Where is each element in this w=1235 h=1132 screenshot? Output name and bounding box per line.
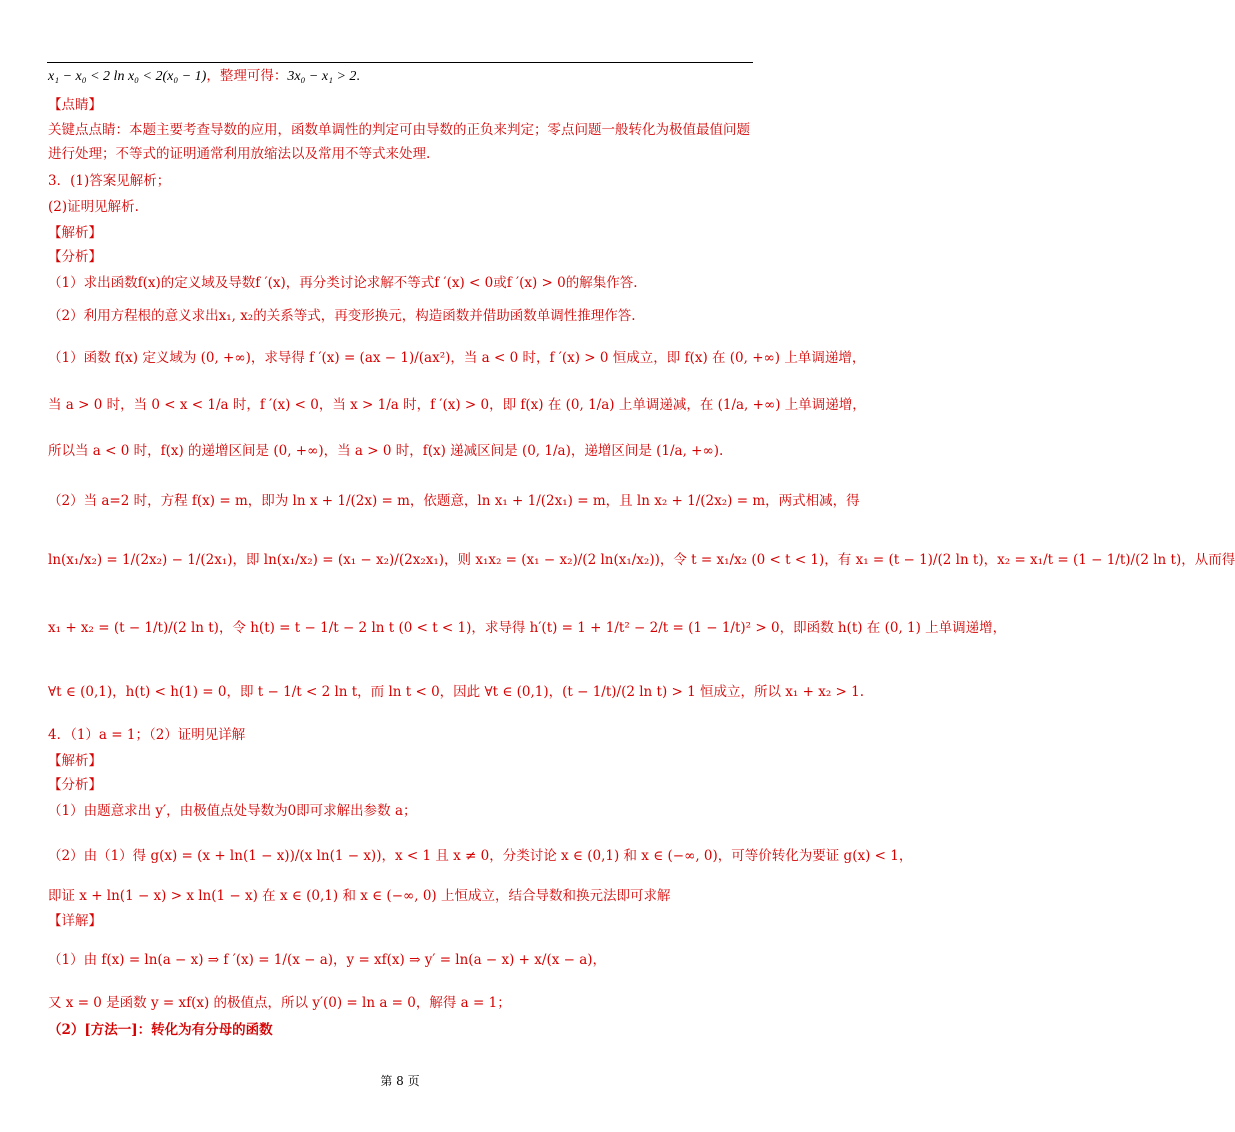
inequality-chain: x₁ − x₀ < 2 ln x₀ < 2(x₀ − 1) (48, 69, 207, 84)
line-conclusion: x₁ − x₀ < 2 ln x₀ < 2(x₀ − 1)，整理可得：3x₀ − x₁ > 2. (48, 68, 360, 84)
analysis-1: （1）求出函数f(x)的定义域及导数f ′(x)，再分类讨论求解不等式f ′(x) < 0或f ′(x) > 0的解集作答. (48, 275, 638, 291)
solution-2c: x₁ + x₂ = (t − 1/t)/(2 ln t)，令 h(t) = t − 1/t − 2 ln t (0 < t < 1)，求导得 h′(t) = 1 + 1/t² − 2/t = (1 − 1/t)² > 0，即函数 h(t) 在 (0, 1) 上单调递增， (48, 620, 1007, 636)
fenxi-heading: 【分析】 (48, 249, 102, 265)
detail-2: 又 x = 0 是函数 y = xf(x) 的极值点，所以 y′(0) = ln a = 0，解得 a = 1； (48, 995, 511, 1011)
top-rule (47, 62, 753, 63)
q4-answer: 4．（1）a = 1；（2）证明见详解 (48, 727, 246, 743)
solution-1a: （1）函数 f(x) 定义域为 (0, +∞)，求导得 f ′(x) = (ax − 1)/(ax²)，当 a < 0 时，f ′(x) > 0 恒成立，即 f(x) 在 (0, +∞) 上单调递增， (48, 350, 866, 366)
page-footer: 第 8 页 (380, 1074, 420, 1088)
solution-2b: ln(x₁/x₂) = 1/(2x₂) − 1/(2x₁)，即 ln(x₁/x₂) = (x₁ − x₂)/(2x₂x₁)，则 x₁x₂ = (x₁ − x₂)/(2 ln(x₁/x₂))，令 t = x₁/x₂ (0 < t < 1)，有 x₁ = (t − 1)/(2 ln t)，x₂ = x₁/t = (1 − 1/t)/(2 ln t)，从而得 (48, 552, 1235, 568)
jiexi-heading: 【解析】 (48, 225, 102, 241)
detail-3: （2）[方法一]：转化为有分母的函数 (48, 1022, 273, 1038)
solution-1b: 当 a > 0 时，当 0 < x < 1/a 时，f ′(x) < 0，当 x > 1/a 时，f ′(x) > 0，即 f(x) 在 (0, 1/a) 上单调递减，在 (1/a, +∞) 上单调递增， (48, 397, 866, 413)
analysis-2: （2）利用方程根的意义求出x₁, x₂的关系等式，再变形换元，构造函数并借助函数单调性推理作答. (48, 308, 636, 324)
dianjing-body: 关键点点睛：本题主要考查导数的应用，函数单调性的判定可由导数的正负来判定；零点问题一般转化为极值最值问题进行处理；不等式的证明通常利用放缩法以及常用不等式来处理. (48, 122, 750, 162)
q3-answer-1: 3．(1)答案见解析； (48, 173, 171, 189)
solution-2d: ∀t ∈ (0,1)，h(t) < h(1) = 0，即 t − 1/t < 2 ln t，而 ln t < 0，因此 ∀t ∈ (0,1)，(t − 1/t)/(2 ln t) > 1 恒成立，所以 x₁ + x₂ > 1. (48, 684, 865, 700)
detail-1: （1）由 f(x) = ln(a − x) ⇒ f ′(x) = 1/(x − a)，y = xf(x) ⇒ y′ = ln(a − x) + x/(x − a)， (48, 952, 607, 968)
xiangjie-heading: 【详解】 (48, 913, 102, 929)
q4-analysis-2: （2）由（1）得 g(x) = (x + ln(1 − x))/(x ln(1 − x))，x < 1 且 x ≠ 0，分类讨论 x ∈ (0,1) 和 x ∈ (−∞, 0)，可等价转化为要证 g(x) < 1， (48, 848, 913, 864)
conclusion-text: ，整理可得： (206, 68, 288, 84)
q4-analysis-3: 即证 x + ln(1 − x) > x ln(1 − x) 在 x ∈ (0,1) 和 x ∈ (−∞, 0) 上恒成立，结合导数和换元法即可求解 (48, 888, 671, 904)
jiexi-heading-2: 【解析】 (48, 753, 102, 769)
q3-answer-2: (2)证明见解析. (48, 199, 139, 215)
fenxi-heading-2: 【分析】 (48, 777, 102, 793)
solution-2a: （2）当 a=2 时，方程 f(x) = m，即为 ln x + 1/(2x) = m，依题意，ln x₁ + 1/(2x₁) = m，且 ln x₂ + 1/(2x₂) = m，两式相减，得 (48, 493, 860, 509)
final-inequality: 3x₀ − x₁ > 2 (287, 69, 357, 84)
q4-analysis-1: （1）由题意求出 y′，由极值点处导数为0即可求解出参数 a； (48, 803, 417, 819)
dianjing-heading: 【点睛】 (48, 97, 102, 113)
solution-1c: 所以当 a < 0 时，f(x) 的递增区间是 (0, +∞)，当 a > 0 时，f(x) 递减区间是 (0, 1/a)，递增区间是 (1/a, +∞). (48, 443, 724, 459)
